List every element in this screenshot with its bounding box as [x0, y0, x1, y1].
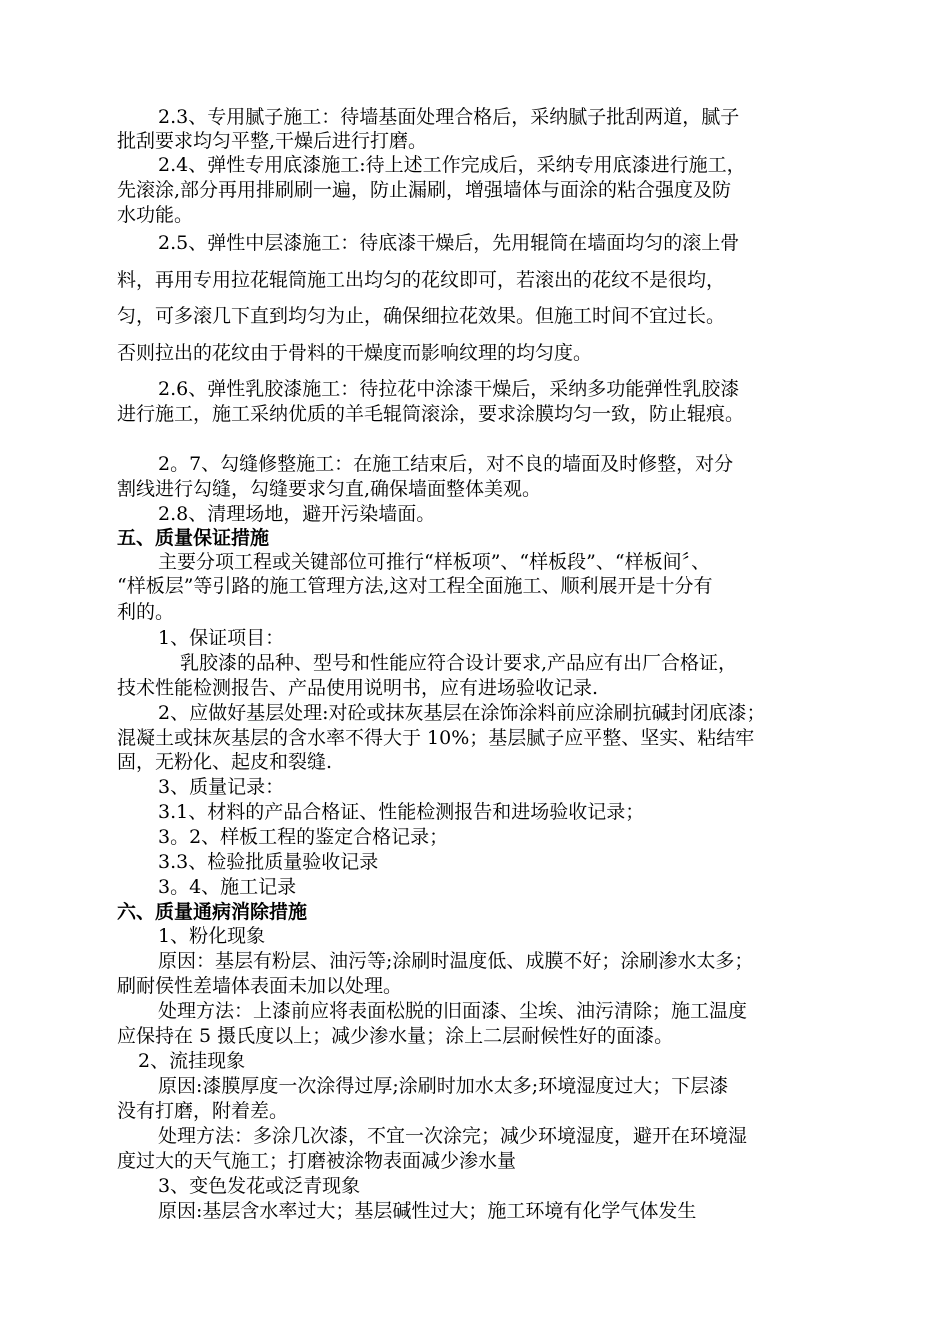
section-heading: 五、质量保证措施 [117, 527, 270, 549]
text-line: 2、流挂现象 [138, 1050, 246, 1072]
text-line: 主要分项工程或关键部位可推行“样板项”、“样板段”、“样板间〞、 [158, 551, 711, 573]
text-line: 进行施工，施工采纳优质的羊毛辊筒滚涂，要求涂膜均匀一致，防止辊痕。 [117, 403, 745, 425]
text-line: 割线进行勾缝，勾缝要求匀直,确保墙面整体美观。 [117, 478, 542, 500]
text-line: 先滚涂,部分再用排刷刷一遍，防止漏刷，增强墙体与面涂的粘合强度及防 [117, 179, 732, 201]
text-line: 3、质量记录： [158, 776, 285, 798]
text-line: 固，无粉化、起皮和裂缝. [117, 751, 333, 773]
text-line: 料，再用专用拉花辊筒施工出均匀的花纹即可，若滚出的花纹不是很均， [117, 269, 726, 291]
text-line: 原因:漆膜厚度一次涂得过厚;涂刷时加水太多;环境湿度过大；下层漆 [158, 1075, 729, 1097]
text-line: 1、粉化现象 [158, 925, 266, 947]
text-line: 乳胶漆的品种、型号和性能应符合设计要求,产品应有出厂合格证， [180, 652, 738, 674]
text-line: 原因:基层含水率过大；基层碱性过大；施工环境有化学气体发生 [158, 1200, 697, 1222]
text-line: 3.3、检验批质量验收记录 [158, 851, 379, 873]
text-line: 匀，可多滚几下直到均匀为止，确保细拉花效果。但施工时间不宜过长。 [117, 305, 726, 327]
text-line: 3。2、样板工程的鉴定合格记录； [158, 826, 449, 848]
text-line: 处理方法：上漆前应将表面松脱的旧面漆、尘埃、油污清除；施工温度 [158, 1000, 748, 1022]
text-line: 2.3、专用腻子施工：待墙基面处理合格后，采纳腻子批刮两道，腻子 [158, 106, 740, 128]
text-line: 没有打磨，附着差。 [117, 1100, 289, 1122]
text-line: 原因：基层有粉层、油污等;涂刷时温度低、成膜不好；涂刷渗水太多； [158, 950, 754, 972]
text-line: 3。4、施工记录 [158, 876, 297, 898]
text-line: 1、保证项目： [158, 627, 285, 649]
text-line: 3.1、材料的产品合格证、性能检测报告和进场验收记录； [158, 801, 645, 823]
text-line: “样板层”等引路的施工管理方法,这对工程全面施工、顺利展开是十分有 [117, 575, 713, 597]
text-line: 处理方法：多涂几次漆，不宜一次涂完；减少环境湿度，避开在环境湿 [158, 1125, 748, 1147]
text-line: 否则拉出的花纹由于骨料的干燥度而影响纹理的均匀度。 [117, 342, 593, 364]
text-line: 技术性能检测报告、产品使用说明书，应有进场验收记录. [117, 677, 599, 699]
text-line: 2.5、弹性中层漆施工：待底漆干燥后，先用辊筒在墙面均匀的滚上骨 [158, 232, 740, 254]
text-line: 应保持在 5 摄氏度以上；减少渗水量；涂上二层耐候性好的面漆。 [117, 1025, 674, 1047]
text-line: 批刮要求均匀平整,干燥后进行打磨。 [117, 130, 428, 152]
text-line: 混凝土或抹灰基层的含水率不得大于 10%；基层腻子应平整、坚实、粘结牢 [117, 727, 755, 749]
text-line: 2。7、勾缝修整施工：在施工结束后，对不良的墙面及时修整，对分 [158, 453, 734, 475]
text-line: 利的。 [117, 601, 175, 623]
section-heading: 六、质量通病消除措施 [117, 901, 308, 923]
text-line: 水功能。 [117, 204, 194, 226]
text-line: 2.8、清理场地，避开污染墙面。 [158, 503, 436, 525]
text-line: 3、变色发花或泛青现象 [158, 1175, 361, 1197]
text-line: 刷耐侯性差墙体表面未加以处理。 [117, 975, 403, 997]
text-line: 度过大的天气施工；打磨被涂物表面减少渗水量 [117, 1150, 517, 1172]
text-line: 2.4、弹性专用底漆施工:待上述工作完成后，采纳专用底漆进行施工， [158, 154, 746, 176]
text-line: 2.6、弹性乳胶漆施工：待拉花中涂漆干燥后，采纳多功能弹性乳胶漆 [158, 378, 740, 400]
text-line: 2、应做好基层处理:对砼或抹灰基层在涂饰涂料前应涂刷抗碱封闭底漆； [158, 702, 766, 724]
